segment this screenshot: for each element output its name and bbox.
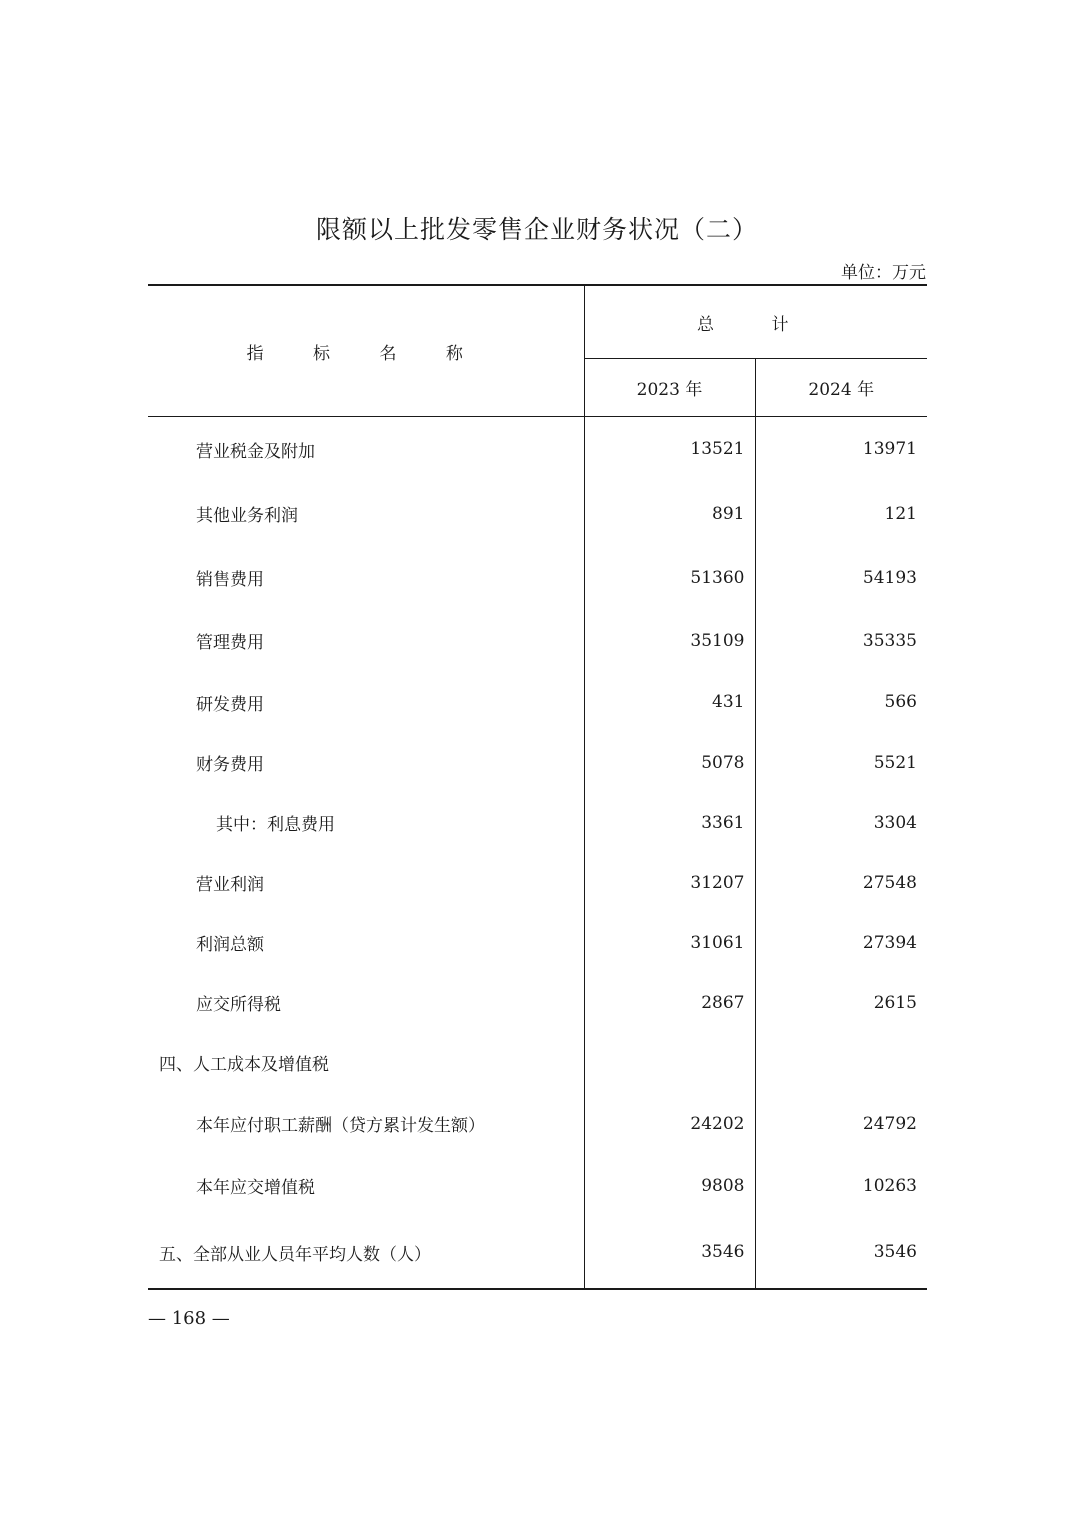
row-label: 营业利润: [148, 853, 584, 913]
section-label: 五、全部从业人员年平均人数（人）: [148, 1217, 584, 1289]
value-2023: 2867: [584, 973, 755, 1033]
table-row: [148, 793, 927, 853]
section-row: [148, 1217, 927, 1289]
value-2024: 24792: [862, 1113, 917, 1134]
value-2023: 31061: [584, 913, 755, 973]
header-2024: 2024 年: [755, 359, 927, 417]
value-2024: 27394: [862, 932, 917, 953]
value-2023: 51360: [584, 546, 755, 610]
page-number: — 168 —: [148, 1308, 230, 1329]
table-row: [148, 1155, 927, 1217]
value-2024: 35335: [862, 630, 917, 651]
row-label: 本年应付职工薪酬（贷方累计发生额）: [148, 1093, 584, 1155]
value-2024: 3304: [873, 812, 917, 833]
row-label: 应交所得税: [148, 973, 584, 1033]
value-2023: [584, 1033, 755, 1093]
value-2024: 121: [884, 503, 917, 524]
row-label: 营业税金及附加: [148, 417, 584, 482]
table-row: [148, 1093, 927, 1155]
value-2024: 2615: [873, 992, 917, 1013]
row-label: 研发费用: [148, 672, 584, 733]
value-2024: 27548: [862, 872, 917, 893]
value-2023: 35109: [584, 610, 755, 672]
header-total: 总 计: [584, 285, 927, 359]
value-2024: 13971: [862, 439, 917, 460]
data-table: [148, 284, 927, 1290]
unit-label: 单位：万元: [841, 263, 926, 283]
row-label: 销售费用: [148, 546, 584, 610]
row-label: 其中：利息费用: [148, 793, 584, 853]
table-row: [148, 733, 927, 793]
table-row: [148, 417, 927, 482]
value-2023: 891: [584, 482, 755, 546]
table-row: [148, 973, 927, 1033]
table-row: [148, 546, 927, 610]
row-label: 利润总额: [148, 913, 584, 973]
table-row: [148, 853, 927, 913]
row-label: 管理费用: [148, 610, 584, 672]
table-row: [148, 482, 927, 546]
table-row: [148, 672, 927, 733]
table-row: [148, 913, 927, 973]
value-2023: 5078: [584, 733, 755, 793]
value-2023: 31207: [584, 853, 755, 913]
header-2023: 2023 年: [584, 359, 755, 417]
page-title: 限额以上批发零售企业财务状况（二）: [315, 215, 758, 244]
row-label: 财务费用: [148, 733, 584, 793]
value-2024: 3546: [755, 1217, 927, 1289]
table-row: [148, 610, 927, 672]
value-2024: 5521: [873, 752, 917, 773]
value-2023: 9808: [584, 1155, 755, 1217]
value-2024: 54193: [862, 567, 917, 588]
row-label: 其他业务利润: [148, 482, 584, 546]
section-row: [148, 1033, 927, 1093]
financial-table: [148, 284, 927, 1290]
section-label: 四、人工成本及增值税: [148, 1033, 584, 1093]
value-2023: 24202: [584, 1093, 755, 1155]
value-2023: 13521: [584, 417, 755, 482]
value-2024: [755, 1033, 927, 1093]
header-indicator-name: 指 标 名 称: [148, 285, 584, 417]
value-2024: 566: [884, 692, 917, 712]
value-2023: 431: [584, 672, 755, 733]
value-2023: 3546: [584, 1217, 755, 1289]
row-label: 本年应交增值税: [148, 1155, 584, 1217]
value-2023: 3361: [584, 793, 755, 853]
value-2024: 10263: [862, 1175, 917, 1196]
